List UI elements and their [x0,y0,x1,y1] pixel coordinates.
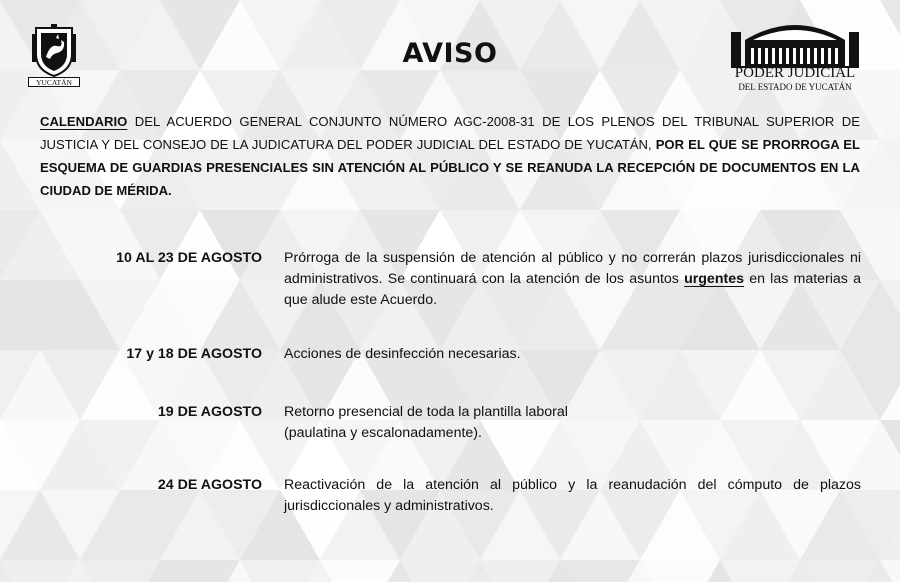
background-triangle [320,560,400,582]
background-triangle [480,560,560,582]
schedule-description [284,248,861,311]
schedule-date: 19 DE AGOSTO [157,404,262,420]
poder-judicial-building-logo [731,18,859,68]
schedule-description-line: Retorno presencial de toda la plantilla laboral [284,404,568,420]
background-triangle [0,560,80,582]
page-title: AVISO [402,38,498,69]
intro-text: DEL ACUERDO GENERAL CONJUNTO NÚMERO AGC-2008-31 DE LOS PLENOS DEL TRIBUNAL SUPERIOR DE JUSTICIA Y DEL CONSEJO DE LA JUDICATURA DEL PODER JUDICIAL DEL ESTADO DE YUCATÁN, [40,114,860,152]
background-triangle [640,560,720,582]
schedule-description-text: Prórroga de la suspensión de atención al público y no correrán plazos jurisdiccionales ni administrativos. Se continuará con la atención de los asuntos [284,250,861,287]
schedule-description: Reactivación de la atención al público y la reanudación del cómputo de plazos jurisdiccionales y administrativos. [284,477,861,514]
intro-paragraph [40,110,860,202]
background-triangle [160,560,240,582]
schedule-date: 17 y 18 DE AGOSTO [126,346,262,362]
background-triangle [80,560,160,582]
schedule-description: Acciones de desinfección necesarias. [284,346,521,362]
poder-judicial-subtitle: DEL ESTADO DE YUCATÁN [738,82,852,92]
schedule-date: 10 AL 23 DE AGOSTO [116,250,262,266]
urgent-emphasis: urgentes [684,271,744,287]
schedule-description-line: (paulatina y escalonadamente). [284,425,482,441]
schedule-description-text-end: en las materias a que alude este Acuerdo. [284,271,861,308]
schedule-description [284,402,861,444]
background-triangle [800,560,880,582]
yucatan-logo-label: YUCATÁN [28,77,80,87]
intro-lead: CALENDARIO [40,114,128,129]
poder-judicial-name: PODER JUDICIAL [734,65,856,81]
background-triangle [400,560,480,582]
schedule-date: 24 DE AGOSTO [157,477,262,493]
intro-bold-text: POR EL QUE SE PRORROGA EL ESQUEMA DE GUARDIAS PRESENCIALES SIN ATENCIÓN AL PÚBLICO Y SE REANUDA LA RECEPCIÓN DE DOCUMENTOS EN LA CIUDAD DE MÉRIDA. [40,137,861,198]
background-triangle [560,560,640,582]
background-triangle [720,560,800,582]
background-triangle [240,560,320,582]
